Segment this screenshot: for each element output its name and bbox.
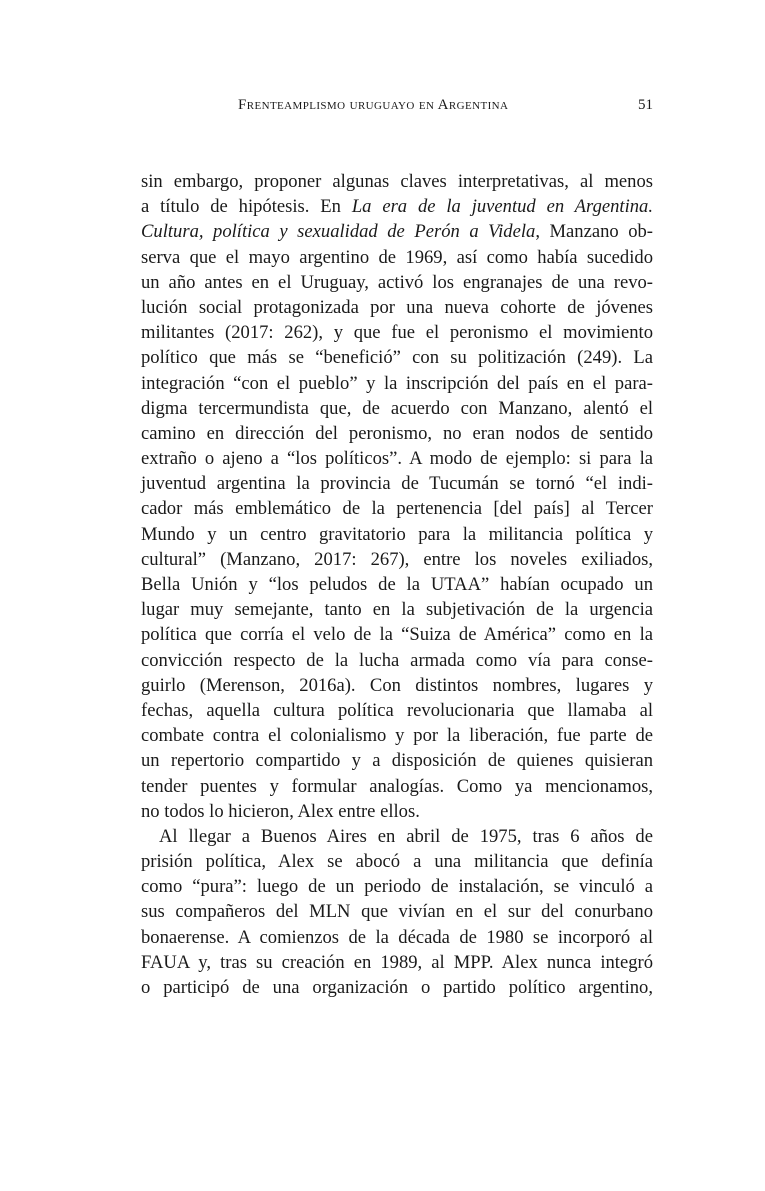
text-line: cador más emblemático de la pertenencia [del país] al Tercer [141,498,653,520]
text-line: guirlo (Merenson, 2016a). Con distintos nombres, lugares y [141,674,653,696]
text-line: Bella Unión y “los peludos de la UTAA” habían ocupado un [141,574,653,595]
text-line: digma tercermundista que, de acuerdo con Manzano, alentó el [141,397,653,419]
body-text [141,169,653,1000]
running-title: Frenteamplismo uruguayo en Argentina [238,97,509,113]
text-line: o participó de una organización o partido político argentino, [141,977,653,998]
text-line: Mundo y un centro gravitatorio para la militancia política y [141,523,653,545]
text-line: política que corría el velo de la “Suiza de América” como en la [141,624,653,646]
text-line: prisión política, Alex se abocó a una militancia que definía [141,851,653,873]
running-header [140,97,655,121]
text-line: camino en dirección del peronismo, no eran nodos de sentido [141,422,653,444]
text-line: convicción respecto de la lucha armada como vía para conse- [141,649,653,671]
text-line: un repertorio compartido y a disposición de quienes quisieran [141,750,653,772]
text-line: fechas, aquella cultura política revolucionaria que llamaba al [141,699,653,721]
book-title-italic: La era de la juventud en Argentina. [351,196,653,218]
text-line: lugar muy semejante, tanto en la subjetivación de la urgencia [141,599,653,621]
text-line: combate contra el colonialismo y por la liberación, fue parte de [141,725,653,747]
text-line: lución social protagonizada por una nueva cohorte de jóvenes [141,296,653,318]
text-line: cultural” (Manzano, 2017: 267), entre los noveles exiliados, [141,548,653,570]
text-line: tender puentes y formular analogías. Como ya mencionamos, [141,775,653,797]
text-line: FAUA y, tras su creación en 1989, al MPP. Alex nunca integró [141,951,653,973]
text-line: Al llegar a Buenos Aires en abril de 1975, tras 6 años de [159,825,653,847]
text-line: un año antes en el Uruguay, activó los engranajes de una revo- [141,271,653,293]
text-line: extraño o ajeno a “los políticos”. A modo de ejemplo: si para la [141,448,653,470]
text-line: político que más se “benefició” con su politización (249). La [141,347,653,369]
text-line: como “pura”: luego de un periodo de instalación, se vinculó a [141,876,653,898]
text-line: bonaerense. A comienzos de la década de 1980 se incorporó al [141,926,653,948]
text-line: sin embargo, proponer algunas claves interpretativas, al menos [141,171,653,192]
text-line: juventud argentina la provincia de Tucumán se tornó “el indi- [141,473,653,495]
text-line: sus compañeros del MLN que vivían en el sur del conurbano [141,901,653,923]
text-line [141,219,653,244]
text-line [141,194,653,219]
book-subtitle-italic: Cultura, política y sexualidad de Perón a Videla [141,221,536,243]
text-line: militantes (2017: 262), y que fue el peronismo el movimiento [141,322,653,344]
text-line: serva que el mayo argentino de 1969, así como había sucedido [141,246,653,268]
page-number: 51 [638,97,653,113]
text-segment: a título de hipótesis. En [141,196,341,218]
text-line: integración “con el pueblo” y la inscripción del país en el para- [141,372,653,394]
text-line: no todos lo hicieron, Alex entre ellos. [141,800,420,822]
text-segment: , Manzano ob- [535,221,653,243]
